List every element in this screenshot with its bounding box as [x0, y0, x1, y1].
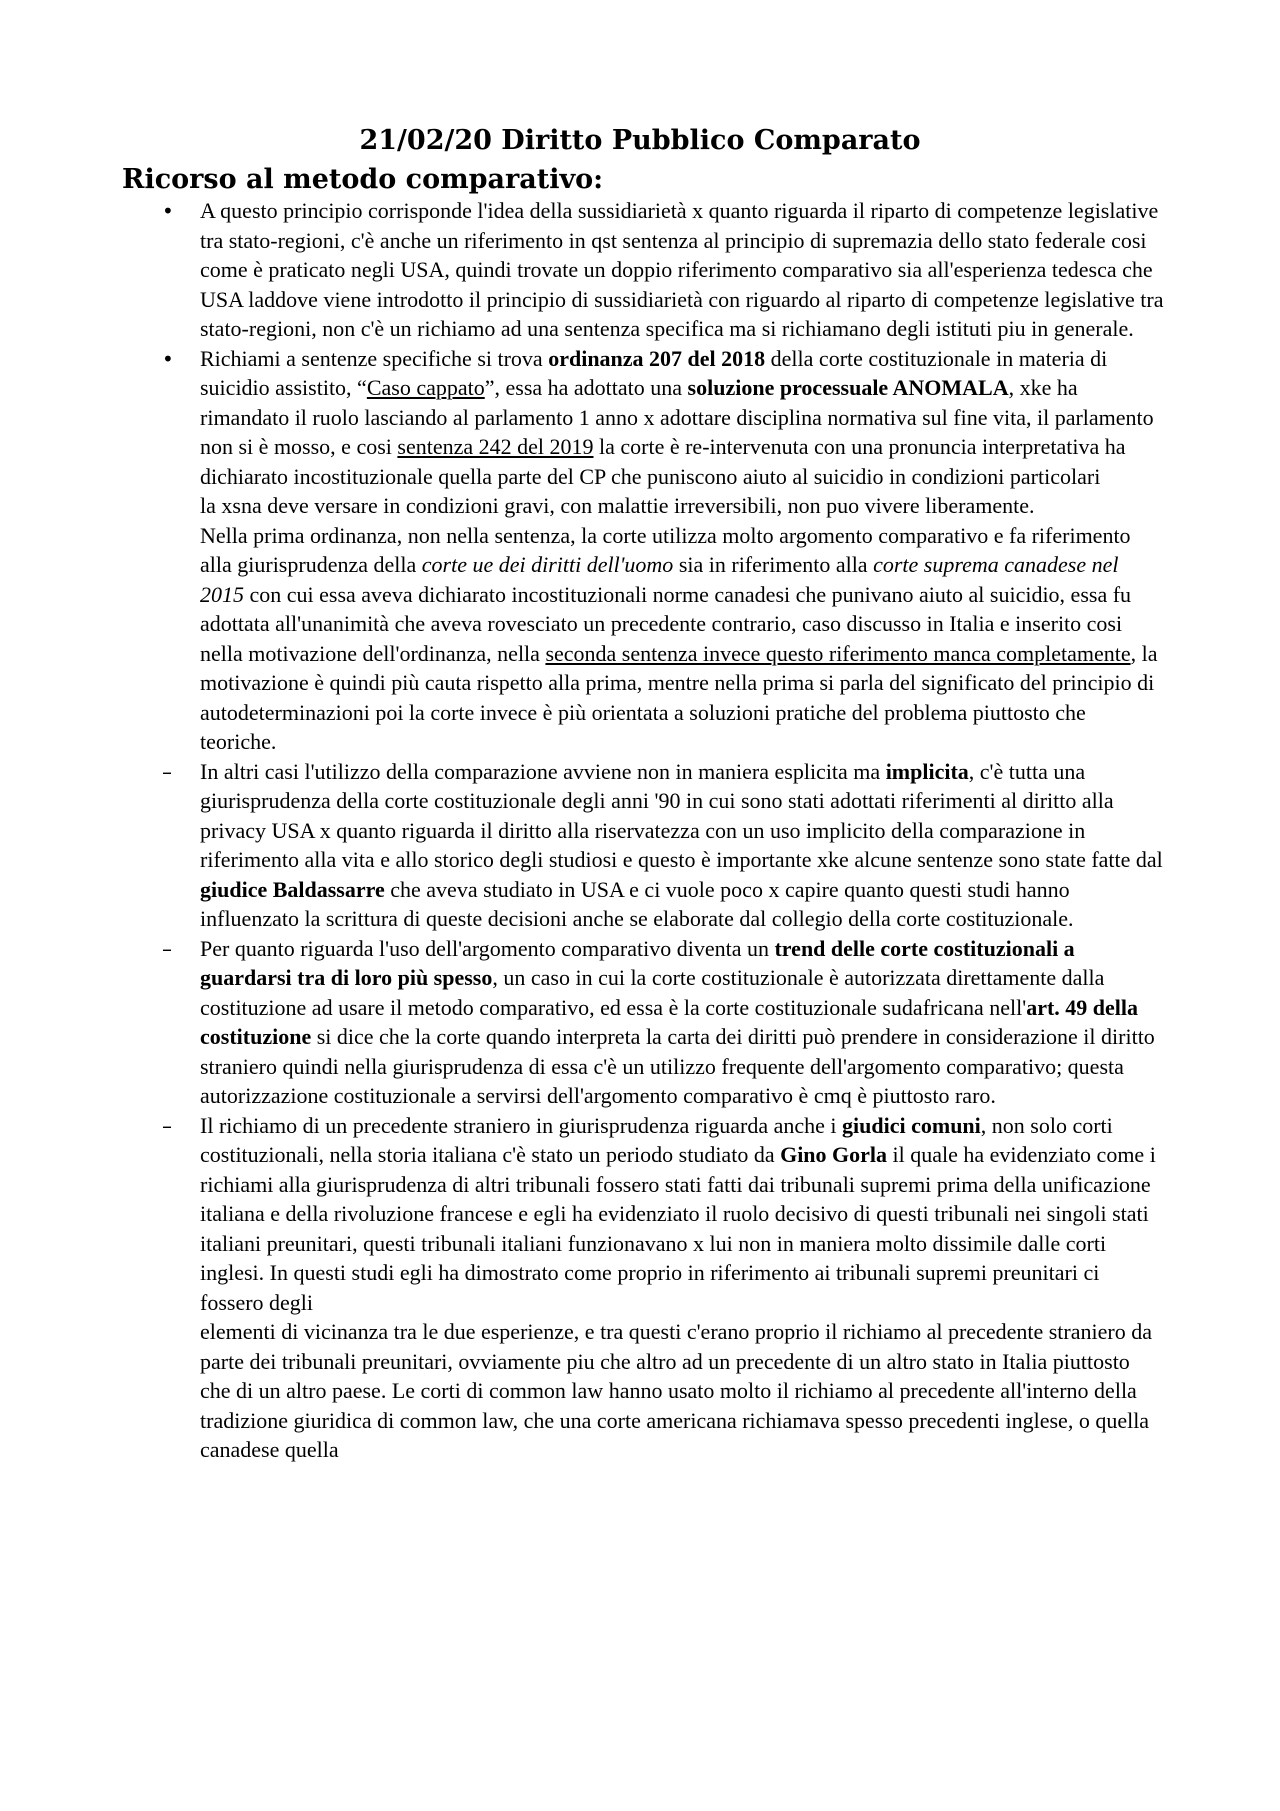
text-run: Nella prima ordinanza, non nella sentenza, la corte utilizza molto argomento comparativo e fa riferimento alla giurisprudenza della	[200, 522, 1131, 577]
list-item	[0, 1111, 1165, 1465]
text-run: Il richiamo di un precedente straniero in giurisprudenza riguarda anche i	[200, 1112, 843, 1138]
text-run: In altri casi l'utilizzo della comparazione avviene non in maniera esplicita ma	[200, 758, 886, 784]
list-paragraph	[200, 1317, 1165, 1465]
text-run: che aveva studiato in USA e ci vuole poco x capire quanto questi studi hanno influenzato la scrittura di queste decisioni anche se elaborate dal collegio della corte costituzionale.	[200, 876, 1074, 931]
list-paragraph	[200, 344, 1165, 492]
text-run: si dice che la corte quando interpreta la carta dei diritti può prendere in considerazione il diritto straniero quindi nella giurisprudenza di essa c'è un utilizzo frequente dell'argomento comparativo; questa autorizzazione costituzionale a servirsi dell'argomento comparativo è cmq è piuttosto raro.	[200, 1024, 1155, 1108]
bold-text: trend delle corte costituzionali a guardarsi tra di loro più spesso	[200, 935, 1075, 990]
list-item	[0, 934, 1165, 1111]
underlined-text: Caso cappato	[366, 375, 485, 400]
text-run: , xke ha rimandato il ruolo lasciando al parlamento 1 anno x adottare disciplina normativa sul fine vita, il parlamento non si è mosso, e cosi	[200, 375, 1154, 459]
page-title: 21/02/20 Diritto Pubblico Comparato	[359, 125, 921, 156]
text-run: con cui essa aveva dichiarato incostituzionali norme canadesi che punivano aiuto al suicidio, essa fu adottata all'unanimità che aveva rovesciato un precedente contrario, caso discusso in Italia e inserito cosi nella motivazione dell'ordinanza, nella	[200, 581, 1132, 666]
list-paragraph	[200, 1111, 1165, 1318]
bold-text: Gino Gorla	[780, 1142, 888, 1167]
underlined-text: seconda sentenza invece questo riferimento manca completamente	[545, 640, 1131, 666]
text-run: , un caso in cui la corte costituzionale è autorizzata direttamente dalla costituzione ad usare il metodo comparativo, ed essa è la corte costituzionale sudafricana nell'	[200, 965, 1105, 1020]
list-paragraph	[200, 521, 1165, 757]
dash-marker: –	[162, 759, 172, 784]
bold-text: soluzione processuale ANOMALA	[687, 375, 1009, 400]
list-paragraph	[200, 196, 1165, 344]
section-heading: Ricorso al metodo comparativo:	[122, 164, 604, 195]
list-paragraph	[200, 491, 1165, 521]
text-run: Per quanto riguarda l'uso dell'argomento comparativo diventa un	[200, 935, 775, 961]
bold-text: ordinanza 207 del 2018	[548, 345, 766, 371]
text-run: , c'è tutta una giurisprudenza della corte costituzionale degli anni '90 in cui sono stati adottati riferimenti al diritto alla privacy USA x quanto riguarda il diritto alla riservatezza con un uso implicito della comparazione in riferimento alla vita e allo storico degli studiosi e questo è importante xke alcune sentenze sono state fatte dal	[200, 758, 1163, 872]
underlined-text: sentenza 242 del 2019	[397, 434, 594, 459]
italic-text: corte ue dei diritti dell'uomo	[421, 552, 674, 577]
bullet-list	[0, 196, 1280, 1465]
list-paragraph	[200, 934, 1165, 1111]
text-run: la corte è re-intervenuta con una pronuncia interpretativa ha dichiarato incostituzionale quella parte del CP che puniscono aiuto al suicidio in condizioni particolari	[200, 434, 1126, 489]
text-run: la xsna deve versare in condizioni gravi, con malattie irreversibili, non puo vivere liberamente.	[200, 493, 1035, 518]
text-run: sia in riferimento alla	[673, 552, 874, 577]
list-item	[0, 344, 1165, 757]
italic-text: corte suprema canadese nel 2015	[200, 552, 1119, 607]
dash-marker: –	[162, 936, 172, 961]
list-item	[0, 757, 1165, 934]
text-run: elementi di vicinanza tra le due esperienze, e tra questi c'erano proprio il richiamo al precedente straniero da parte dei tribunali preunitari, ovviamente piu che altro ad un precedente di un altro stato in Italia piuttosto che di un altro paese. Le corti di common law hanno usato molto il richiamo al precedente all'interno della tradizione giuridica di common law, che una corte americana richiamava spesso precedenti inglese, o quella canadese quella	[200, 1319, 1152, 1462]
text-run: ”, essa ha adottato una	[484, 375, 688, 400]
bullet-marker: •	[162, 199, 174, 223]
bold-text: giudici comuni	[842, 1112, 981, 1138]
bold-text: art. 49 della costituzione	[200, 994, 1139, 1049]
list-item	[0, 196, 1165, 344]
text-run: il quale ha evidenziato come i richiami alla giurisprudenza di altri tribunali fossero stati fatti dai tribunali supremi prima della unificazione italiana e della rivoluzione francese e egli ha evidenziato il ruolo decisivo di questi tribunali nei singoli stati italiani preunitari, questi tribunali italiani funzionavano x lui non in maniera molto dissimile dalle corti inglesi. In questi studi egli ha dimostrato come proprio in riferimento ai tribunali supremi preunitari ci fossero degli	[200, 1142, 1156, 1315]
text-run: , non solo corti costituzionali, nella storia italiana c'è stato un periodo studiato da	[200, 1112, 1113, 1167]
list-paragraph	[200, 757, 1165, 934]
bullet-marker: •	[162, 346, 174, 371]
text-run: , la motivazione è quindi più cauta rispetto alla prima, mentre nella prima si parla del significato del principio di autodeterminazioni poi la corte invece è più orientata a soluzioni pratiche del problema piuttosto che teoriche.	[200, 640, 1158, 754]
dash-marker: –	[162, 1113, 172, 1138]
bold-text: implicita	[885, 758, 969, 784]
text-run: Richiami a sentenze specifiche si trova	[200, 345, 549, 371]
bold-text: giudice Baldassarre	[200, 876, 385, 902]
text-run: A questo principio corrisponde l'idea della sussidiarietà x quanto riguarda il riparto di competenze legislative tra stato-regioni, c'è anche un riferimento in qst sentenza al principio di supremazia dello stato federale cosi come è praticato negli USA, quindi trovate un doppio riferimento comparativo sia all'esperienza tedesca che USA laddove viene introdotto il principio di sussidiarietà con riguardo al riparto di competenze legislative tra stato-regioni, non c'è un richiamo ad una sentenza specifica ma si richiamano degli istituti piu in generale.	[200, 198, 1164, 341]
text-run: della corte costituzionale in materia di suicidio assistito, “	[200, 345, 1108, 400]
